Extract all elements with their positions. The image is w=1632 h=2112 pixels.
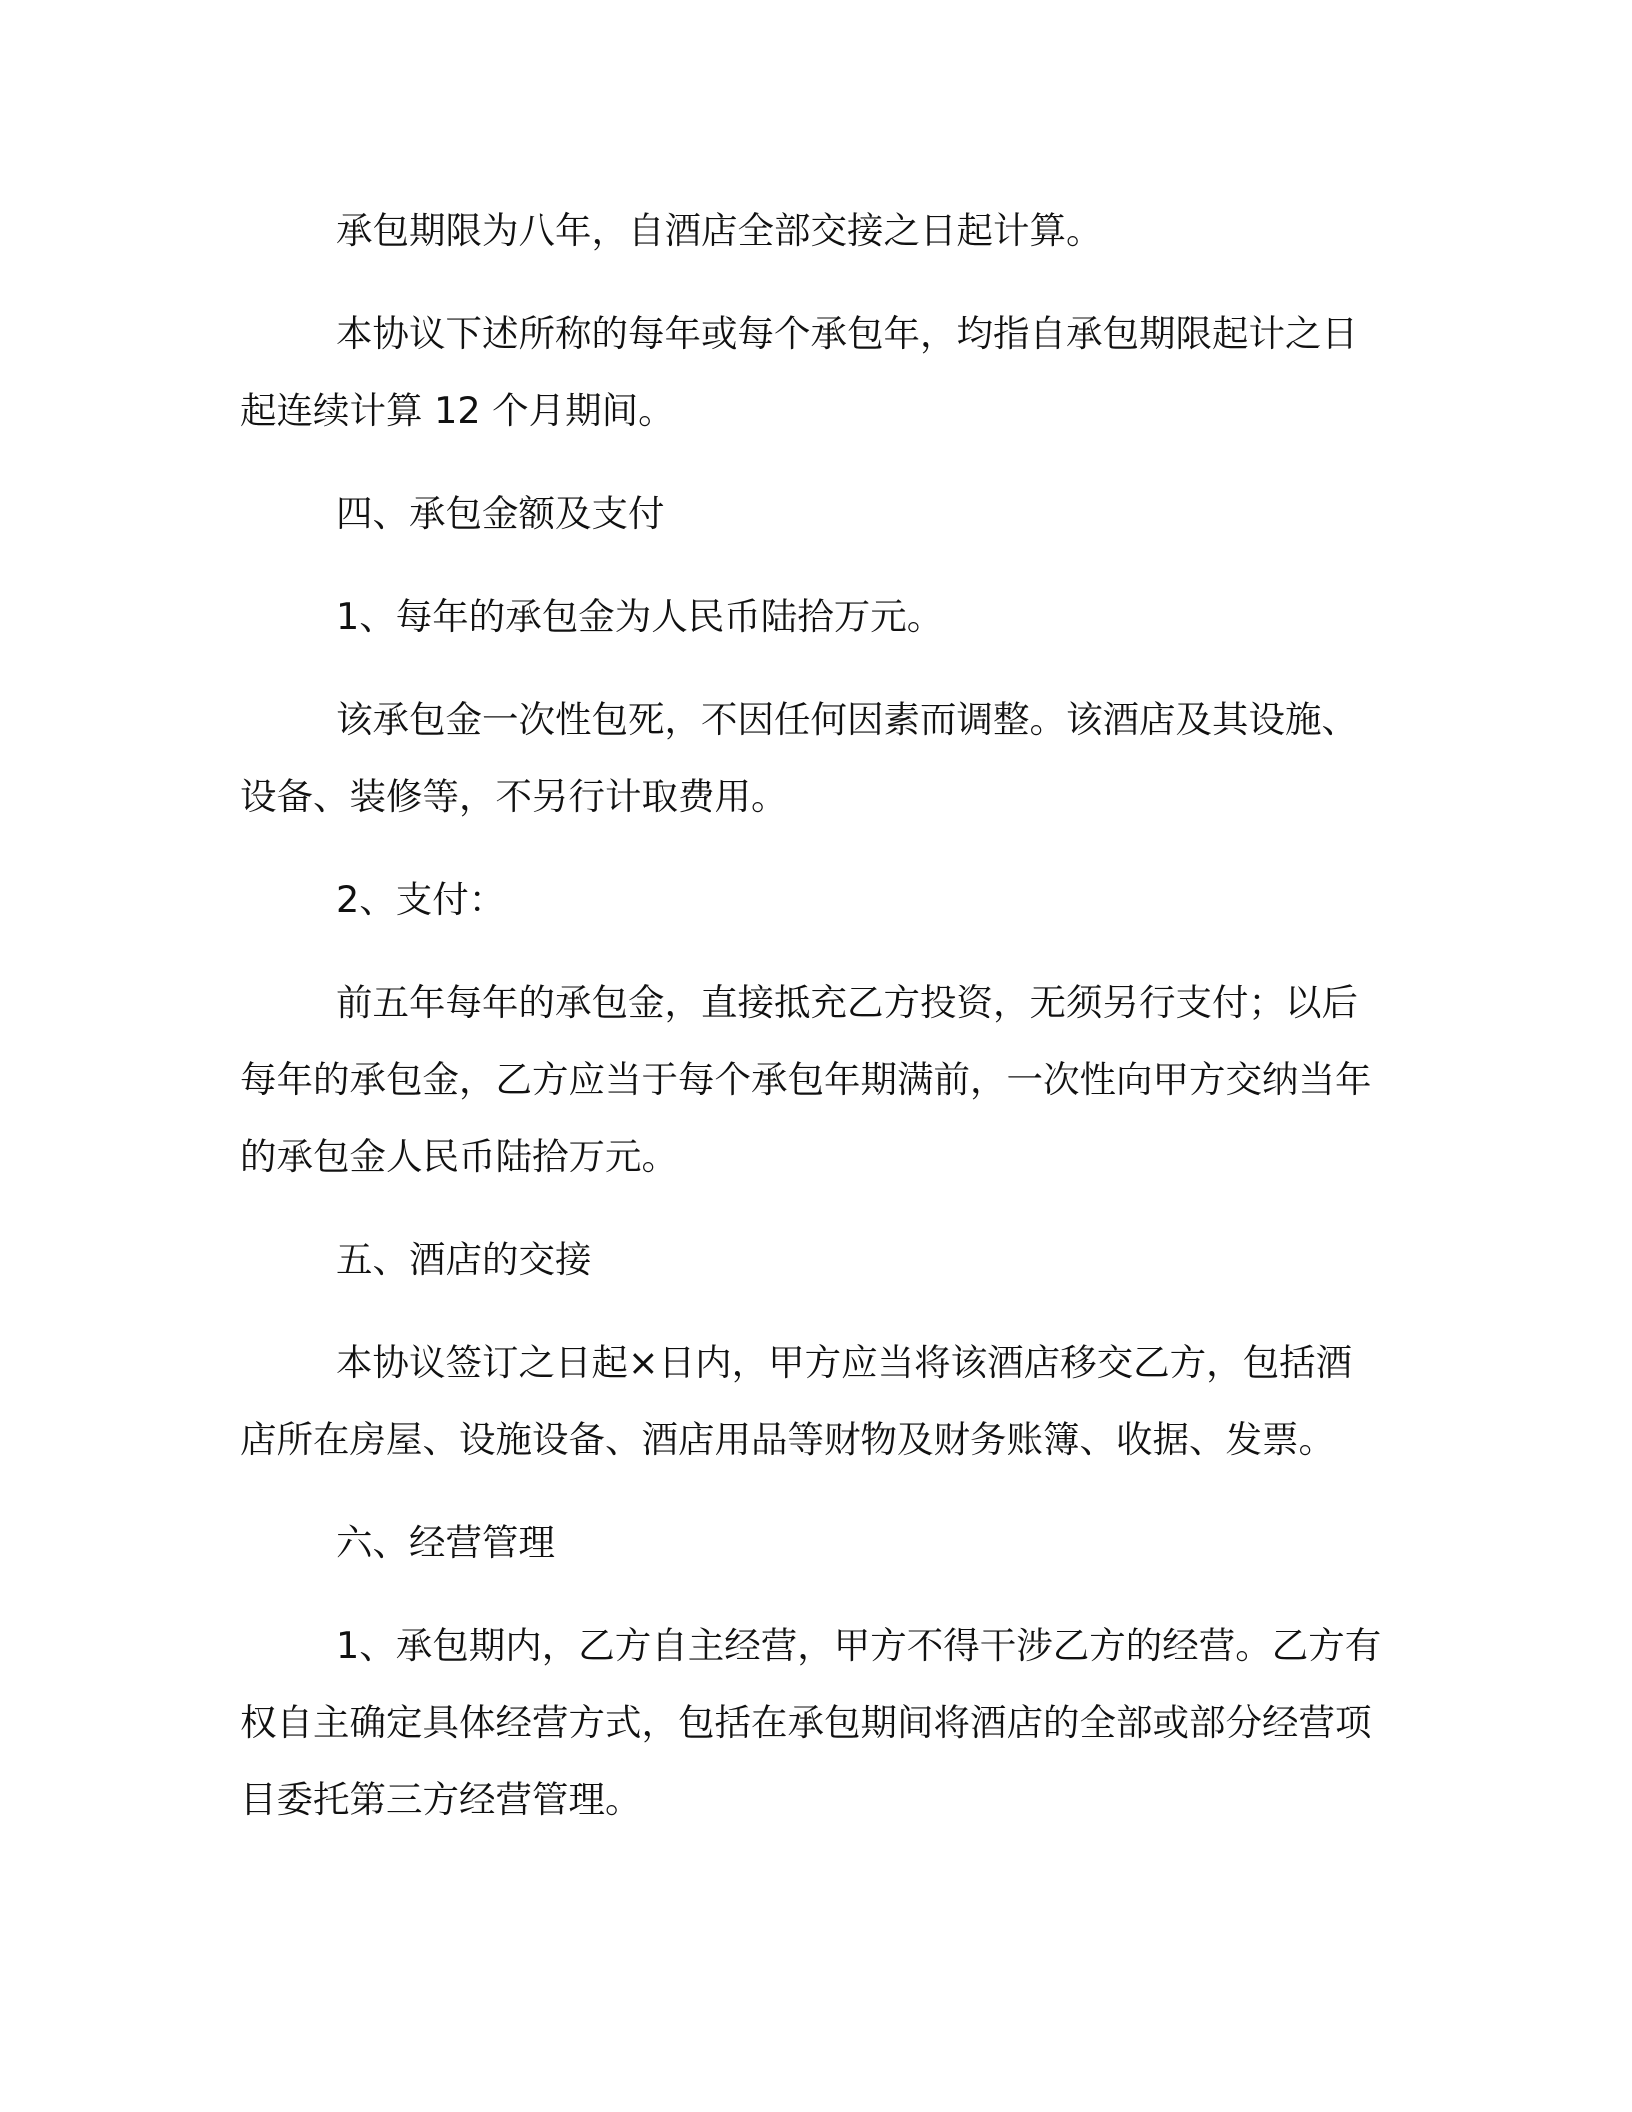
document-body: [240, 192, 1386, 1838]
paragraph-fixed-fee: 该承包金一次性包死，不因任何因素而调整。该酒店及其设施、设备、装修等，不另行计取费用。: [240, 698, 1358, 818]
paragraph-annual-fee: 1、每年的承包金为人民币陆拾万元。: [336, 595, 944, 638]
paragraph-handover-terms: 本协议签订之日起×日内，甲方应当将该酒店移交乙方，包括酒店所在房屋、设施设备、酒店用品等财物及财务账簿、收据、发票。: [240, 1341, 1353, 1461]
section-heading-payment: 四、承包金额及支付: [336, 492, 665, 535]
paragraph-payment-label: 2、支付：: [336, 878, 506, 921]
section-heading-management: 六、经营管理: [336, 1521, 555, 1564]
paragraph-management-terms: 1、承包期内，乙方自主经营，甲方不得干涉乙方的经营。乙方有权自主确定具体经营方式，包括在承包期间将酒店的全部或部分经营项目委托第三方经营管理。: [240, 1624, 1382, 1821]
section-heading-handover: 五、酒店的交接: [336, 1238, 592, 1281]
paragraph-payment-terms: 前五年每年的承包金，直接抵充乙方投资，无须另行支付；以后每年的承包金，乙方应当于每个承包年期满前，一次性向甲方交纳当年的承包金人民币陆拾万元。: [240, 981, 1372, 1178]
paragraph-term: 承包期限为八年，自酒店全部交接之日起计算。: [336, 209, 1103, 252]
paragraph-contract-year: 本协议下述所称的每年或每个承包年，均指自承包期限起计之日起连续计算 12 个月期间。: [240, 312, 1358, 432]
